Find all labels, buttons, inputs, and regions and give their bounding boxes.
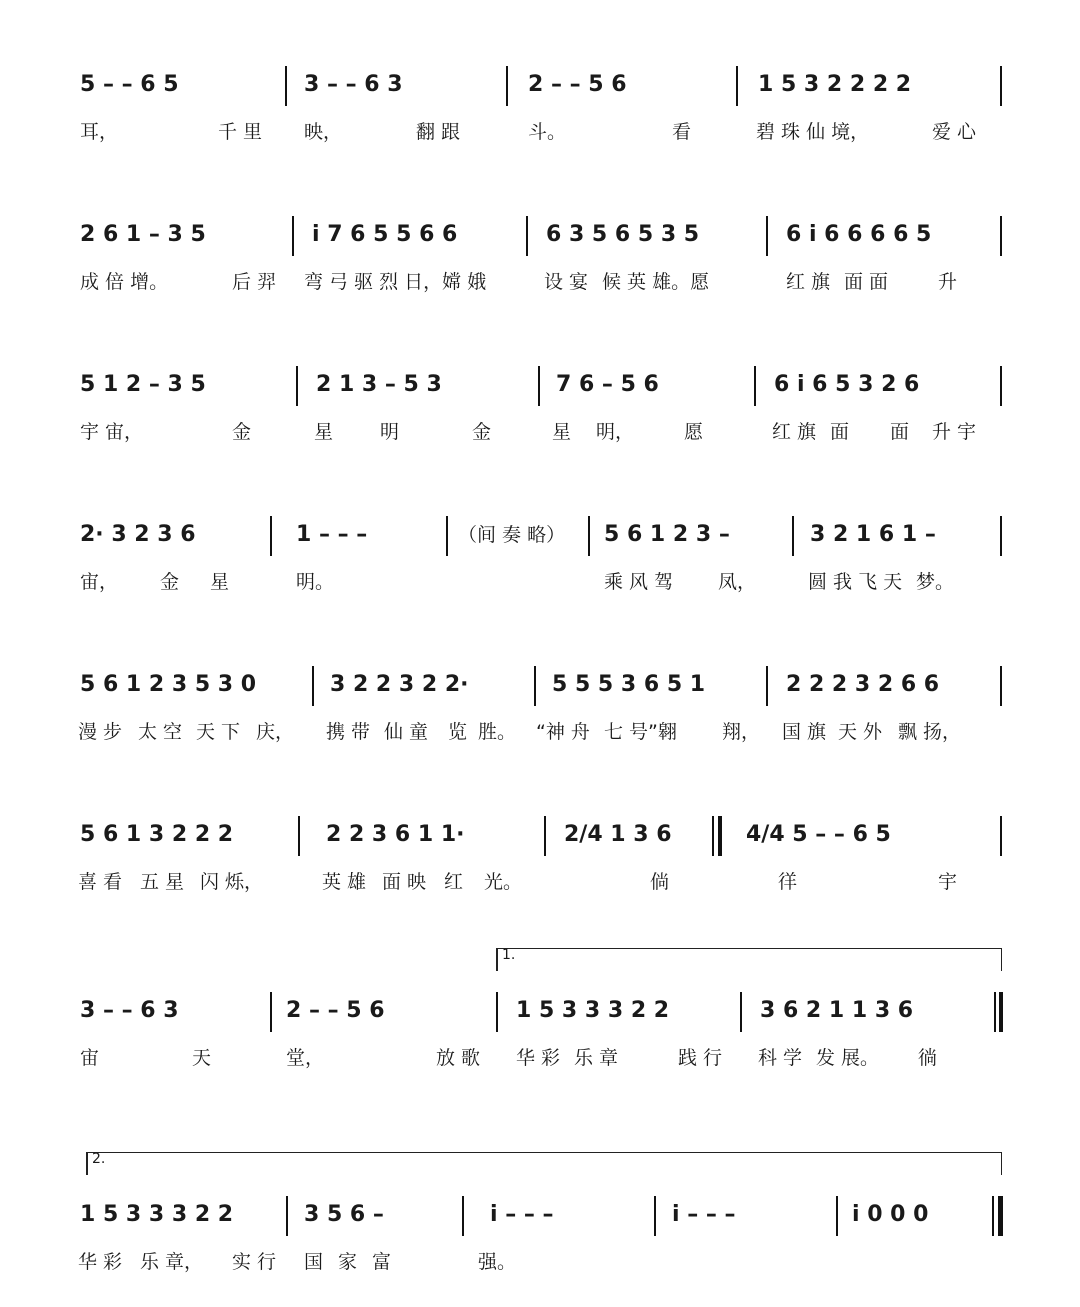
barline [534,666,536,706]
lyric: 堂， [286,1047,325,1069]
lyric: 倘 [650,871,670,893]
repeat-end-barline [994,992,996,1032]
notes-row [0,670,1080,710]
barline [1000,666,1002,706]
notes-row [0,520,1080,560]
second-ending-bracket [86,1152,1002,1175]
lyric: 红 [444,871,464,893]
lyric: 设 宴 [544,271,589,293]
lyric: 发 展。 [816,1047,880,1069]
lyric: “神 舟 [536,721,590,743]
lyric: 乘 风 驾 [604,571,674,593]
barline [1000,816,1002,856]
barline [1000,216,1002,256]
lyric: 乐 章， [140,1251,204,1273]
repeat-start-barline [718,816,722,856]
measure: 5 1 2 – 3 5 [80,372,206,397]
lyric: 红 旗 [772,421,817,443]
lyric: 碧 珠 仙 境， [756,121,870,143]
lyric: 五 星 [140,871,185,893]
lyric: 华 彩 [78,1251,123,1273]
lyric: 徜 [918,1047,938,1069]
measure: 7 6 – 5 6 [556,372,659,397]
first-ending-bracket [496,948,1002,971]
lyrics-row [0,568,1080,598]
lyric: 徉 [778,871,798,893]
lyrics-row [0,268,1080,298]
barline [836,1196,838,1236]
lyric: 天 下 [196,721,241,743]
lyric: 星 [314,421,334,443]
lyric: 星 [552,421,572,443]
barline [766,216,768,256]
measure: 1 5 3 3 3 2 2 [516,998,670,1023]
barline [312,666,314,706]
lyric: 红 旗 [786,271,831,293]
lyric: 喜 看 [78,871,123,893]
barline [496,992,498,1032]
barline [462,1196,464,1236]
barline [285,66,287,106]
lyric: 华 彩 [516,1047,561,1069]
measure: 3 – – 6 3 [304,72,403,97]
lyric: 天 [192,1047,212,1069]
measure: 6 i 6 6 6 6 5 [786,222,932,247]
barline [270,516,272,556]
lyric: 成 倍 增。 [80,271,169,293]
lyric: 斗。 [528,121,567,143]
measure: 5 6 1 3 2 2 2 [80,822,234,847]
repeat-end-barline-thick [999,992,1003,1032]
measure: 5 – – 6 5 [80,72,179,97]
measure: 6 i 6 5 3 2 6 [774,372,920,397]
lyric: 愿 [684,421,704,443]
lyrics-row [0,118,1080,148]
barline [270,992,272,1032]
measure: 2 – – 5 6 [528,72,627,97]
lyric: 七 号”翱 [604,721,677,743]
barline [506,66,508,106]
lyric: 后 羿 [232,271,277,293]
measure: 2/4 1 3 6 [564,822,672,847]
lyrics-row [0,1044,1080,1074]
lyric: 梦。 [916,571,955,593]
barline [1000,366,1002,406]
measure: 3 6 2 1 1 3 6 [760,998,914,1023]
lyric: 乐 章 [574,1047,619,1069]
measure: 2 2 2 3 2 6 6 [786,672,940,697]
barline [1000,66,1002,106]
lyric: 弯 弓 驱 烈 日，嫦 娥 [304,271,487,293]
ending-label: 1. [502,947,516,963]
lyric: 飘 扬， [898,721,962,743]
measure: 5 5 5 3 6 5 1 [552,672,706,697]
measure: i – – – [672,1202,736,1227]
measure: 1 – – – [296,522,368,547]
measure: 3 – – 6 3 [80,998,179,1023]
lyric: 翔， [722,721,761,743]
lyric: 览 [448,721,468,743]
lyric: 金 [232,421,252,443]
lyric: 爱 心 [932,121,977,143]
measure: 5 6 1 2 3 5 3 0 [80,672,257,697]
lyric: 天 外 [838,721,883,743]
barline [712,816,714,856]
lyric: 宙 [80,1047,100,1069]
barline [296,366,298,406]
measure: 3 2 1 6 1 – [810,522,936,547]
lyric: 宙， [80,571,119,593]
notes-row [0,370,1080,410]
barline [292,216,294,256]
barline [446,516,448,556]
lyric: 翻 跟 [416,121,461,143]
barline [766,666,768,706]
barline [286,1196,288,1236]
lyric: 庆， [256,721,295,743]
lyric: 国 旗 [782,721,827,743]
lyrics-row [0,1248,1080,1278]
lyric: 漫 步 [78,721,123,743]
measure: （间 奏 略） [458,524,566,546]
lyric: 家 [338,1251,358,1273]
measure: 5 6 1 2 3 – [604,522,730,547]
lyric: 面 [890,421,910,443]
lyric: 面 映 [382,871,427,893]
measure: 3 2 2 3 2 2· [330,672,469,697]
barline [736,66,738,106]
lyric: 看 [672,121,692,143]
lyric: 放 歌 [436,1047,481,1069]
ending-label: 2. [92,1151,106,1167]
lyric: 携 带 [326,721,371,743]
lyric: 凤， [718,571,757,593]
notes-row [0,220,1080,260]
lyric: 耳， [80,121,119,143]
lyric: 升 [938,271,958,293]
lyric: 星 [210,571,230,593]
notes-row [0,996,1080,1036]
barline [298,816,300,856]
measure: i 0 0 0 [852,1202,929,1227]
measure: i – – – [490,1202,554,1227]
barline [740,992,742,1032]
lyric: 光。 [484,871,523,893]
lyric: 映， [304,121,343,143]
lyric: 候 英 雄。愿 [602,271,710,293]
lyric: 明。 [296,571,335,593]
lyric: 升 宇 [932,421,977,443]
measure: 1 5 3 2 2 2 2 [758,72,912,97]
barline [654,1196,656,1236]
lyric: 金 [160,571,180,593]
measure: 2 1 3 – 5 3 [316,372,442,397]
lyric: 富 [372,1251,392,1273]
lyric: 仙 童 [384,721,429,743]
lyric: 闪 烁， [200,871,264,893]
lyrics-row [0,718,1080,748]
lyric: 英 雄 [322,871,367,893]
measure: 2 – – 5 6 [286,998,385,1023]
barline [588,516,590,556]
notes-row [0,70,1080,110]
lyric: 金 [472,421,492,443]
barline [792,516,794,556]
measure: 6 3 5 6 5 3 5 [546,222,700,247]
final-barline-thick [998,1196,1003,1236]
final-barline [992,1196,994,1236]
barline [538,366,540,406]
notes-row [0,820,1080,860]
lyric: 科 学 [758,1047,803,1069]
lyric: 明， [596,421,635,443]
notes-row [0,1200,1080,1240]
lyric: 圆 我 飞 天 [808,571,903,593]
lyric: 太 空 [138,721,183,743]
lyric: 面 [830,421,850,443]
measure: 2 6 1 – 3 5 [80,222,206,247]
barline [754,366,756,406]
lyric: 面 面 [844,271,889,293]
lyric: 强。 [478,1251,517,1273]
barline [544,816,546,856]
lyrics-row [0,868,1080,898]
lyric: 明 [380,421,400,443]
measure: 3 5 6 – [304,1202,384,1227]
lyric: 宇 [938,871,958,893]
lyric: 胜。 [478,721,517,743]
measure: 2· 3 2 3 6 [80,522,196,547]
measure: 4/4 5 – – 6 5 [746,822,891,847]
lyric: 践 行 [678,1047,723,1069]
measure: 2 2 3 6 1 1· [326,822,465,847]
lyric: 实 行 [232,1251,277,1273]
lyric: 宇 宙， [80,421,144,443]
barline [526,216,528,256]
lyrics-row [0,418,1080,448]
measure: i 7 6 5 5 6 6 [312,222,458,247]
barline [1000,516,1002,556]
measure: 1 5 3 3 3 2 2 [80,1202,234,1227]
lyric: 国 [304,1251,324,1273]
lyric: 千 里 [218,121,263,143]
